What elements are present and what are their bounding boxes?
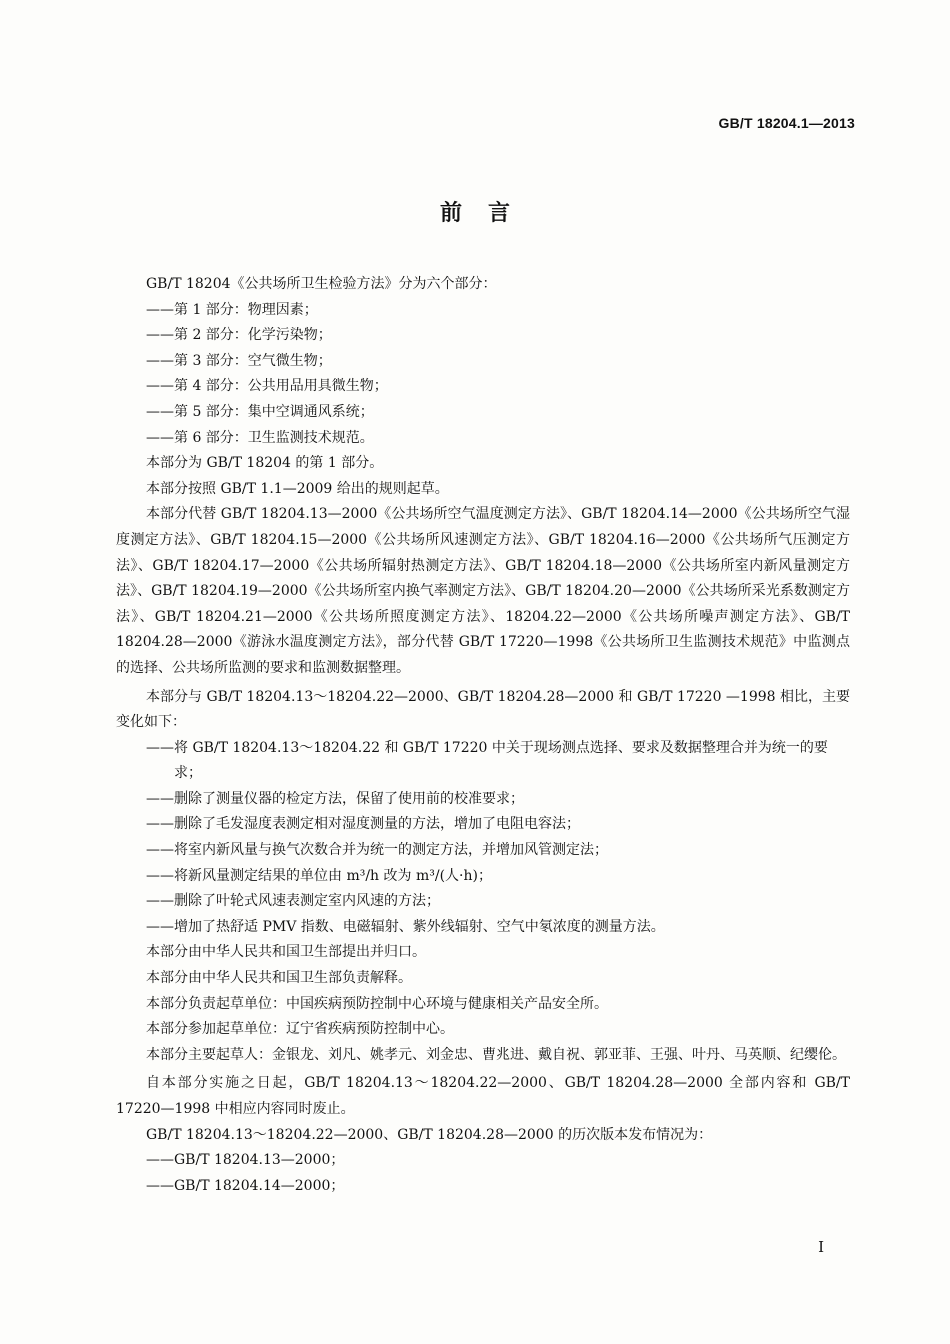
paragraph: GB/T 18204.13～18204.22—2000、GB/T 18204.28—2000 的历次版本发布情况为： [146, 1126, 713, 1143]
paragraph: 本部分与 GB/T 18204.13～18204.22—2000、GB/T 18204.28—2000 和 GB/T 17220 —1998 相比，主要变化如下： [116, 688, 851, 731]
list-item: ——将新风量测定结果的单位由 m³/h 改为 m³/(人·h)； [146, 867, 492, 884]
page-number: I [818, 1238, 824, 1256]
paragraph: 自本部分实施之日起，GB/T 18204.13～18204.22—2000、GB/T 18204.28—2000 全部内容和 GB/T 17220—1998 中相应内容同时废止。 [116, 1075, 850, 1117]
list-item: ——将室内新风量与换气次数合并为统一的测定方法，并增加风管测定法； [146, 842, 608, 859]
list-item: ——第 5 部分：集中空调通风系统； [146, 403, 374, 420]
page-title: 前言 [439, 201, 536, 226]
list-item: ——删除了毛发湿度表测定相对湿度测量的方法，增加了电阻电容法； [146, 816, 580, 833]
list-item: ——删除了叶轮式风速表测定室内风速的方法； [146, 893, 440, 910]
paragraph: 本部分负责起草单位：中国疾病预防控制中心环境与健康相关产品安全所。 [146, 995, 608, 1012]
list-item: ——GB/T 18204.14—2000； [146, 1177, 345, 1194]
list-item: ——GB/T 18204.13—2000； [146, 1152, 345, 1169]
list-item: ——将 GB/T 18204.13～18204.22 和 GB/T 17220 中关于现场测点选择、要求及数据整理合并为统一的要求； [146, 739, 828, 782]
list-item: ——增加了热舒适 PMV 指数、电磁辐射、紫外线辐射、空气中氡浓度的测量方法。 [146, 918, 665, 935]
standard-code: GB/T 18204.1—2013 [718, 115, 855, 131]
paragraph: 本部分代替 GB/T 18204.13—2000《公共场所空气温度测定方法》、GB/T 18204.14—2000《公共场所空气湿度测定方法》、GB/T 18204.15—2000《公共场所风速测定方法》、GB/T 18204.16—2000《公共场所气压测定方法》、GB/T 18204.17—2000《公共场所辐射热测定方法》、GB/T 18204.18—2000《公共场所室内新风量测定方法》、GB/T 18204.19—2000《公共场所室内换气率测定方法》、GB/T 18204.20—2000《公共场所采光系数测定方法》、GB/T 18204.21—2000《公共场所照度测定方法》、18204.22—2000《公共场所噪声测定方法》、GB/T 18204.28—2000《游泳水温度测定方法》，部分代替 GB/T 17220—1998《公共场所卫生监测技术规范》中监测点的选择、公共场所监测的要求和监测数据整理。 [116, 506, 850, 676]
list-item: ——第 4 部分：公共用品用具微生物； [146, 378, 388, 395]
list-item: ——第 2 部分：化学污染物； [146, 327, 332, 344]
paragraph: GB/T 18204《公共场所卫生检验方法》分为六个部分： [146, 276, 497, 292]
list-item: ——删除了测量仪器的检定方法，保留了使用前的校准要求； [146, 790, 524, 807]
list-item: ——第 6 部分：卫生监测技术规范。 [146, 429, 374, 446]
paragraph: 本部分由中华人民共和国卫生部负责解释。 [146, 970, 412, 987]
paragraph: 本部分按照 GB/T 1.1—2009 给出的规则起草。 [146, 480, 449, 497]
paragraph: 本部分由中华人民共和国卫生部提出并归口。 [146, 944, 426, 961]
paragraph: 本部分主要起草人：金银龙、刘凡、姚孝元、刘金忠、曹兆进、戴自祝、郭亚菲、王强、叶丹、马英顺、纪缨伦。 [146, 1046, 846, 1063]
paragraph: 本部分为 GB/T 18204 的第 1 部分。 [146, 455, 384, 472]
list-item: ——第 3 部分：空气微生物； [146, 352, 332, 369]
document-body [116, 272, 850, 1199]
list-item: ——第 1 部分：物理因素； [146, 301, 318, 318]
paragraph: 本部分参加起草单位：辽宁省疾病预防控制中心。 [146, 1021, 454, 1038]
